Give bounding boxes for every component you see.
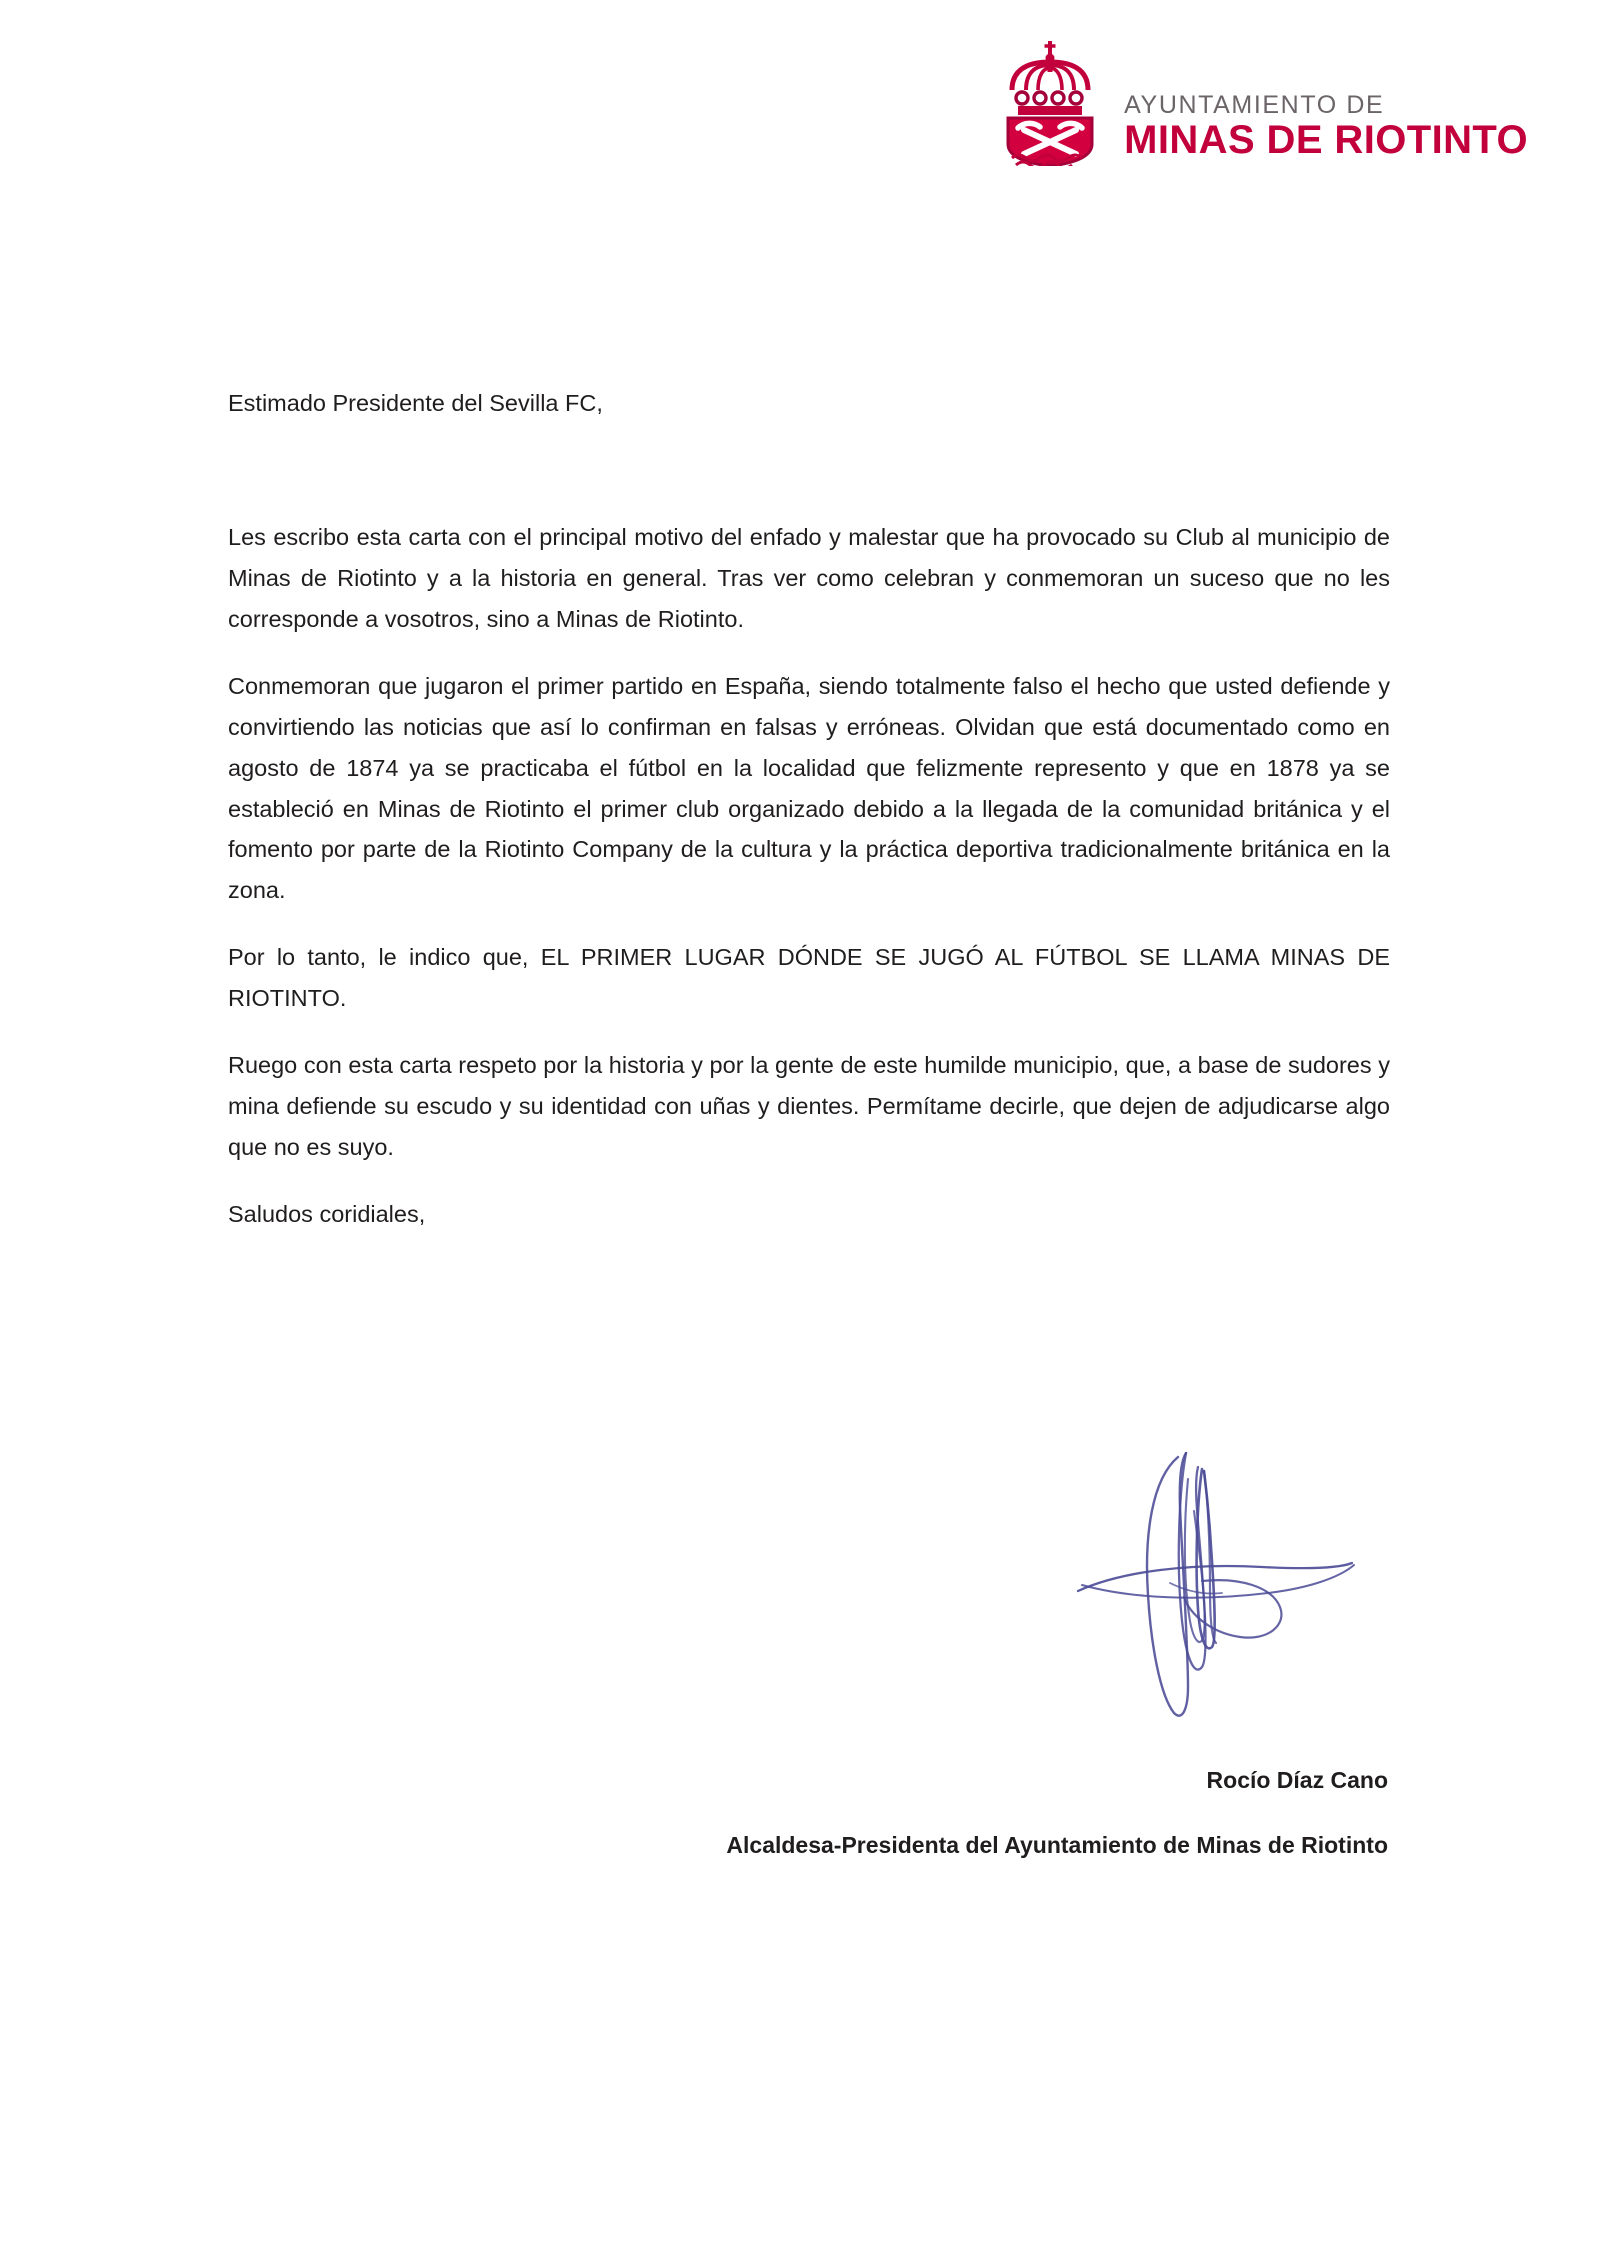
closing-line: Saludos coridiales, — [228, 1200, 426, 1227]
paragraph-3: Por lo tanto, le indico que, EL PRIMER LUGAR DÓNDE SE JUGÓ AL FÚTBOL SE LLAMA MINAS DE RIOTINTO. — [228, 944, 1390, 1011]
crowned-shield-crossed-pickaxes-icon — [996, 38, 1104, 166]
signatory-name: Rocío Díaz Cano — [1206, 1767, 1388, 1793]
signatory-title: Alcaldesa-Presidenta del Ayuntamiento de Minas de Riotinto — [726, 1832, 1388, 1858]
letter-body — [228, 386, 1390, 1234]
salutation: Estimado Presidente del Sevilla FC, — [228, 390, 603, 416]
organization-prefix: AYUNTAMIENTO DE — [1124, 91, 1385, 119]
paragraph-2: Conmemoran que jugaron el primer partido en España, siendo totalmente falso el hecho que usted defiende y convirtiendo las noticias que así lo confirman en falsas y erróneas. Olvidan que está documentado como en agosto de 1874 ya se practicaba el fútbol en la localidad que felizmente represento y que en 1878 ya se estableció en Minas de Riotinto el primer club organizado debido a la llegada de la comunidad británica y el fomento por parte de la Riotinto Company de la cultura y la práctica deportiva tradicionalmente británica en la zona. — [228, 672, 1390, 904]
paragraph-1: Les escribo esta carta con el principal motivo del enfado y malestar que ha provocado su Club al municipio de Minas de Riotinto y a la historia en general. Tras ver como celebran y conmemoran un suceso que no les corresponde a vosotros, sino a Minas de Riotinto. — [228, 524, 1390, 632]
letterhead — [996, 38, 1528, 166]
organization-name: MINAS DE RIOTINTO — [1124, 118, 1528, 163]
handwritten-signature-icon — [1052, 1395, 1382, 1725]
paragraph-4: Ruego con esta carta respeto por la historia y por la gente de este humilde municipio, que, a base de sudores y mina defiende su escudo y su identidad con uñas y dientes. Permítame decirle, que dejen de adjudicarse algo que no es suyo. — [228, 1051, 1390, 1160]
organization-wordmark — [1124, 38, 1528, 163]
